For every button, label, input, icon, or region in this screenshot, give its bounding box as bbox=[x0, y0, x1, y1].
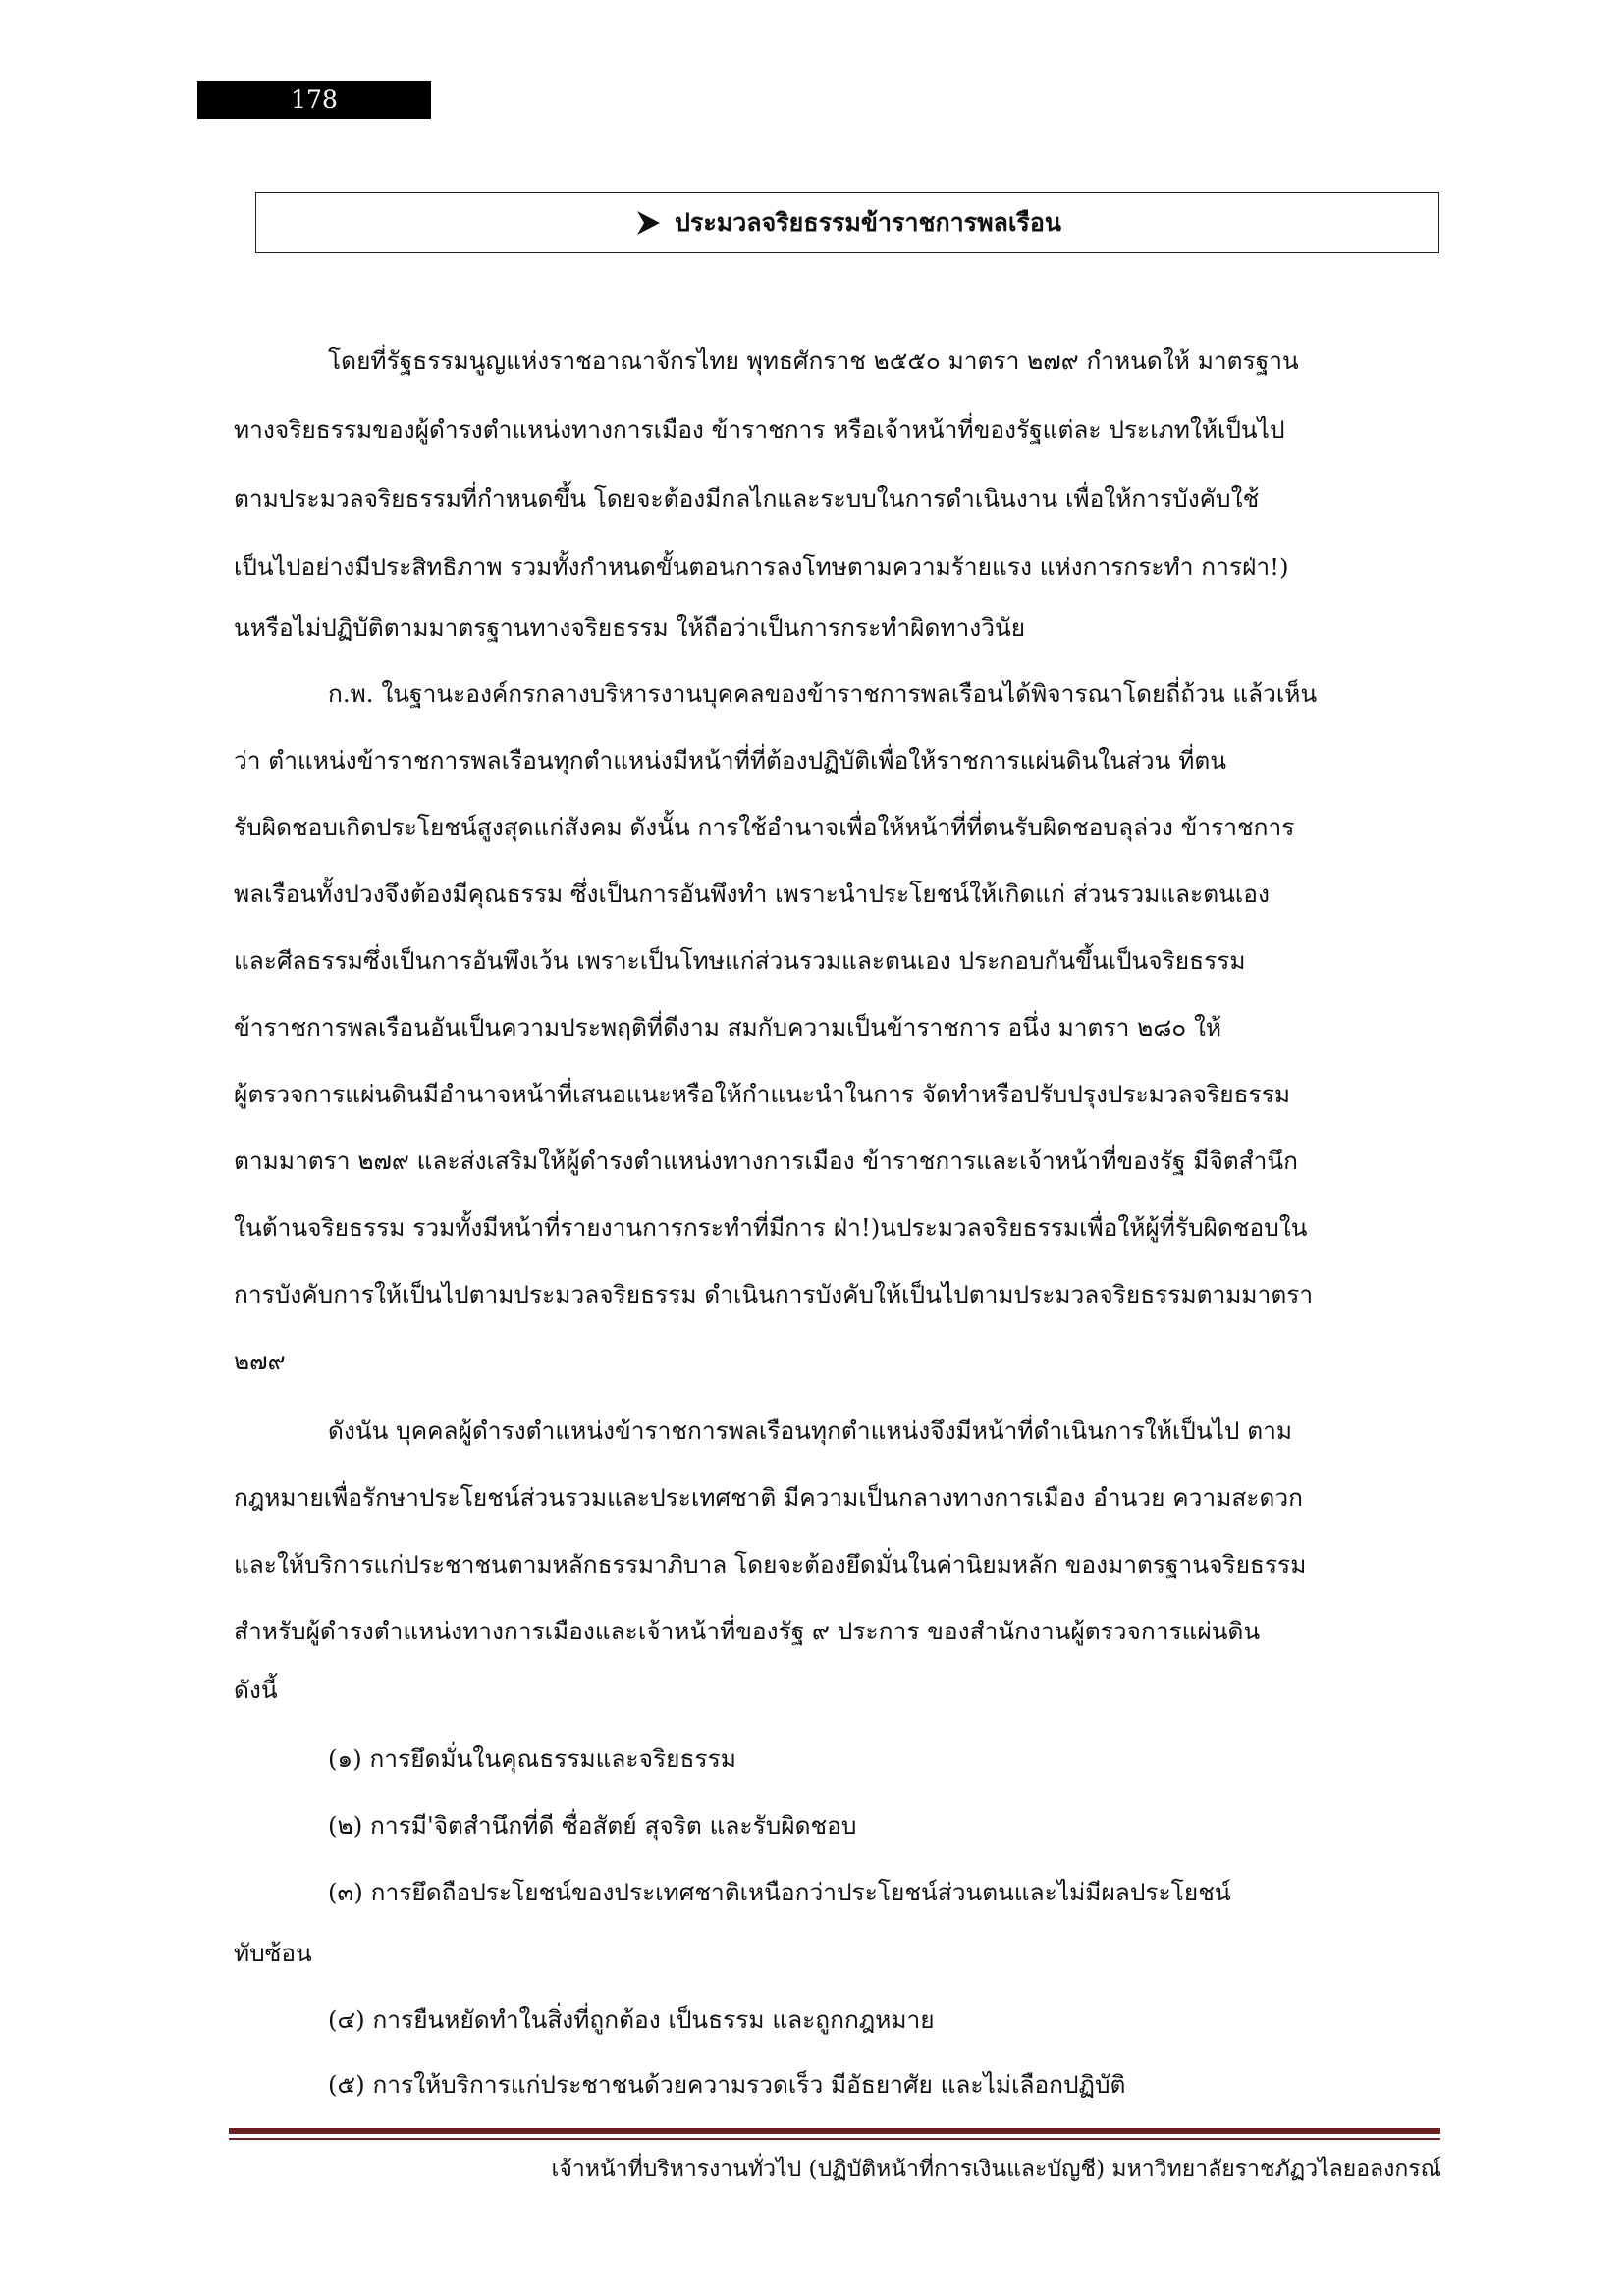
paragraph-line: ดังนี้ bbox=[234, 1676, 278, 1704]
section-title-box bbox=[255, 192, 1439, 253]
section-title: ประมวลจริยธรรมข้าราชการพลเรือน bbox=[675, 208, 1061, 237]
paragraph-line: และให้บริการแก่ประชาชนตามหลักธรรมาภิบาล โดยจะต้องยึดมั่นในค่านิยมหลัก ของมาตรฐานจริยธรรม bbox=[234, 1550, 1307, 1578]
list-item: (๕) การให้บริการแก่ประชาชนด้วยความรวดเร็ว มีอัธยาศัย และไม่เลือกปฏิบัติ bbox=[328, 2070, 1126, 2099]
paragraph-line: ว่า ตำแหน่งข้าราชการพลเรือนทุกตำแหน่งมีหน้าที่ที่ต้องปฏิบัติเพื่อให้ราชการแผ่นดินในส่วน ที่ตน bbox=[234, 746, 1227, 774]
footer-divider bbox=[229, 2128, 1440, 2134]
paragraph-line: พลเรือนทั้งปวงจึงต้องมีคุณธรรม ซึ่งเป็นการอันพึงทำ เพราะนำประโยชน์ให้เกิดแก่ ส่วนรวมและตนเอง bbox=[234, 880, 1270, 908]
list-item: (๑) การยึดมั่นในคุณธรรมและจริยธรรม bbox=[328, 1744, 736, 1773]
paragraph-line: โดยที่รัฐธรรมนูญแห่งราชอาณาจักรไทย พุทธศักราช ๒๕๕๐ มาตรา ๒๗๙ กำหนดให้ มาตรฐาน bbox=[328, 347, 1299, 375]
paragraph-line: สำหรับผู้ดำรงตำแหน่งทางการเมืองและเจ้าหน้าที่ของรัฐ ๙ ประการ ของสำนักงานผู้ตรวจการแผ่นดิน bbox=[234, 1617, 1261, 1645]
paragraph-line: การบังคับการให้เป็นไปตามประมวลจริยธรรม ดำเนินการบังคับให้เป็นไปตามประมวลจริยธรรมตามมาตรา bbox=[234, 1280, 1314, 1308]
list-item: (๒) การมี'จิตสำนึกที่ดี ซื่อสัตย์ สุจริต และรับผิดชอบ bbox=[328, 1811, 857, 1840]
footer-divider-thin bbox=[229, 2138, 1440, 2140]
paragraph-line: ในต้านจริยธรรม รวมทั้งมีหน้าที่รายงานการกระทำที่มีการ ฝ่า!)นประมวลจริยธรรมเพื่อให้ผู้ที่รับผิดชอบใน bbox=[234, 1213, 1308, 1242]
paragraph-line: เป็นไปอย่างมีประสิทธิภาพ รวมทั้งกำหนดขั้นตอนการลงโทษตามความร้ายแรง แห่งการกระทำ การฝ่า!) bbox=[234, 553, 1289, 581]
list-item: (๓) การยึดถือประโยชน์ของประเทศชาติเหนือกว่าประโยชน์ส่วนตนและไม่มีผลประโยชน์ bbox=[328, 1878, 1231, 1906]
paragraph-line: กฎหมายเพื่อรักษาประโยชน์ส่วนรวมและประเทศชาติ มีความเป็นกลางทางการเมือง อำนวย ความสะดวก bbox=[234, 1483, 1303, 1512]
paragraph-line: ตามประมวลจริยธรรมที่กำหนดขึ้น โดยจะต้องมีกลไกและระบบในการดำเนินงาน เพื่อให้การบังคับใช้ bbox=[234, 484, 1260, 512]
list-item-continuation: ทับซ้อน bbox=[234, 1939, 312, 1967]
paragraph-line: ทางจริยธรรมของผู้ดำรงตำแหน่งทางการเมือง ข้าราชการ หรือเจ้าหน้าที่ของรัฐแต่ละ ประเภทให้เป็นไป bbox=[234, 415, 1285, 444]
paragraph-line: ๒๗๙ bbox=[234, 1347, 286, 1375]
paragraph-line: ข้าราชการพลเรือนอันเป็นความประพฤติที่ดีงาม สมกับความเป็นข้าราชการ อนึ่ง มาตรา ๒๘๐ ให้ bbox=[234, 1013, 1222, 1041]
page-number: 178 bbox=[197, 81, 431, 119]
paragraph-line: นหรือไม่ปฏิบัติตามมาตรฐานทางจริยธรรม ให้ถือว่าเป็นการกระทำผิดทางวินัย bbox=[234, 614, 1026, 642]
paragraph-line: ดังนัน บุคคลผู้ดำรงตำแหน่งข้าราชการพลเรือนทุกตำแหน่งจึงมีหน้าที่ดำเนินการให้เป็นไป ตาม bbox=[328, 1416, 1293, 1445]
footer-text: เจ้าหน้าที่บริหารงานทั่วไป (ปฏิบัติหน้าที่การเงินและบัญชี) มหาวิทยาลัยราชภัฏวไลยอลงกรณ์ bbox=[551, 2157, 1441, 2182]
paragraph-line: ผู้ตรวจการแผ่นดินมีอำนาจหน้าที่เสนอแนะหรือให้กำแนะนำในการ จัดทำหรือปรับปรุงประมวลจริยธรรม bbox=[234, 1080, 1291, 1108]
paragraph-line: ตามมาตรา ๒๗๙ และส่งเสริมให้ผู้ดำรงตำแหน่งทางการเมือง ข้าราชการและเจ้าหน้าที่ของรัฐ มีจิตสำนึก bbox=[234, 1147, 1299, 1175]
arrow-bullet-icon bbox=[633, 208, 663, 238]
list-item: (๔) การยืนหยัดทำในสิ่งที่ถูกต้อง เป็นธรรม และถูกกฎหมาย bbox=[328, 2005, 935, 2034]
paragraph-line: และศีลธรรมซึ่งเป็นการอันพึงเว้น เพราะเป็นโทษแก่ส่วนรวมและตนเอง ประกอบกันขึ้นเป็นจริยธรรม bbox=[234, 946, 1246, 975]
paragraph-line: ก.พ. ในฐานะองค์กรกลางบริหารงานบุคคลของข้าราชการพลเรือนได้พิจารณาโดยถี่ถ้วน แล้วเห็น bbox=[328, 679, 1318, 708]
paragraph-line: รับผิดชอบเกิดประโยชน์สูงสุดแก่สังคม ดังนั้น การใช้อำนาจเพื่อให้หน้าที่ที่ตนรับผิดชอบลุล่วง ข้าราชการ bbox=[234, 813, 1295, 841]
